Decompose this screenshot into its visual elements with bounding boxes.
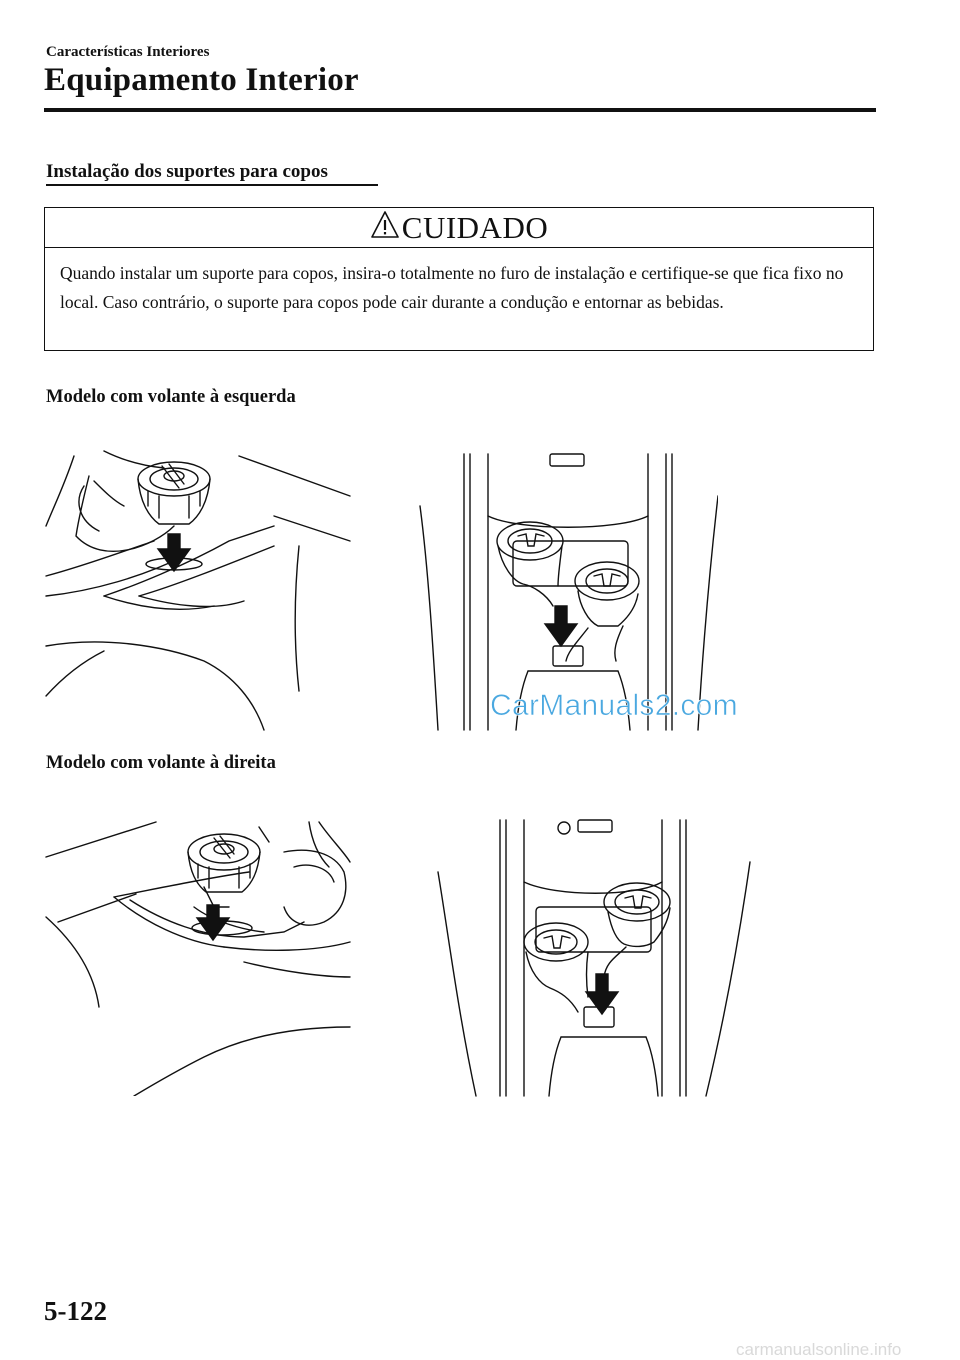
section-title: Equipamento Interior: [44, 62, 359, 98]
watermark: CarManuals2.com: [490, 689, 738, 722]
lhd-side-view-illustration: [44, 446, 354, 732]
warning-triangle-icon: [370, 210, 402, 245]
caution-header: [45, 208, 873, 248]
caution-box: [44, 207, 874, 351]
subsection-underline: [46, 184, 378, 186]
subsection-title: Instalação dos suportes para copos: [46, 161, 328, 182]
model-label-left-hand-drive: Modelo com volante à esquerda: [46, 387, 296, 407]
chapter-title: Características Interiores: [46, 44, 210, 60]
caution-text: Quando instalar um suporte para copos, insira-o totalmente no furo de instalação e certifique-se que fica fixo no local. Caso contrário, o suporte para copos pode cair durante a condução e entornar as bebidas.: [60, 263, 844, 312]
footer-site-mark: carmanualsonline.info: [736, 1340, 902, 1359]
page-number: 5-122: [44, 1296, 107, 1326]
rhd-side-view-illustration: [44, 812, 354, 1096]
caution-title: CUIDADO: [401, 209, 549, 245]
title-divider: [44, 108, 876, 112]
model-label-right-hand-drive: Modelo com volante à direita: [46, 753, 276, 773]
rhd-top-view-illustration: [436, 812, 752, 1098]
